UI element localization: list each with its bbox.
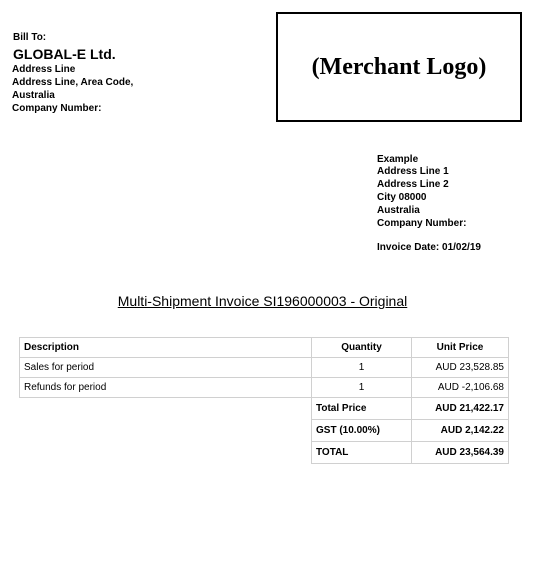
merchant-logo-box — [276, 12, 522, 122]
merchant-address-line: Address Line 2 — [377, 179, 449, 190]
bill-to-label: Bill To: — [13, 32, 47, 43]
invoice-table — [19, 337, 509, 464]
total-price-value: AUD 21,422.17 — [412, 398, 509, 420]
bill-to-address-line: Address Line, Area Code, — [12, 77, 134, 88]
totals-row-grand-total — [20, 442, 509, 464]
total-price-label: Total Price — [312, 398, 412, 420]
row-unit-price: AUD 23,528.85 — [412, 358, 509, 378]
invoice-date: Invoice Date: 01/02/19 — [377, 242, 481, 253]
merchant-company-number: Company Number: — [377, 218, 467, 229]
merchant-address-line: City 08000 — [377, 192, 427, 203]
gst-value: AUD 2,142.22 — [412, 420, 509, 442]
totals-row-gst — [20, 420, 509, 442]
row-quantity: 1 — [312, 378, 412, 398]
bill-to-name: GLOBAL-E Ltd. — [13, 46, 116, 62]
totals-row-total-price — [20, 398, 509, 420]
row-description: Refunds for period — [20, 378, 312, 398]
merchant-address-line: Australia — [377, 205, 420, 216]
merchant-logo-text: (Merchant Logo) — [311, 53, 487, 80]
table-row — [20, 358, 509, 378]
bill-to-address-line: Australia — [12, 90, 55, 101]
grand-total-label: TOTAL — [312, 442, 412, 464]
bill-to-company-number: Company Number: — [12, 103, 102, 114]
merchant-address-line: Example — [377, 154, 419, 165]
row-quantity: 1 — [312, 358, 412, 378]
merchant-address-block — [377, 153, 527, 254]
bill-to-address-line: Address Line — [12, 64, 76, 75]
grand-total-value: AUD 23,564.39 — [412, 442, 509, 464]
column-header-description: Description — [20, 338, 312, 358]
column-header-unit-price: Unit Price — [412, 338, 509, 358]
column-header-quantity: Quantity — [312, 338, 412, 358]
merchant-address-line: Address Line 1 — [377, 166, 449, 177]
invoice-title: Multi-Shipment Invoice SI196000003 - Original — [117, 293, 408, 309]
row-description: Sales for period — [20, 358, 312, 378]
table-header-row — [20, 338, 509, 358]
bill-to-section — [13, 32, 253, 115]
table-row — [20, 378, 509, 398]
gst-label: GST (10.00%) — [312, 420, 412, 442]
row-unit-price: AUD -2,106.68 — [412, 378, 509, 398]
